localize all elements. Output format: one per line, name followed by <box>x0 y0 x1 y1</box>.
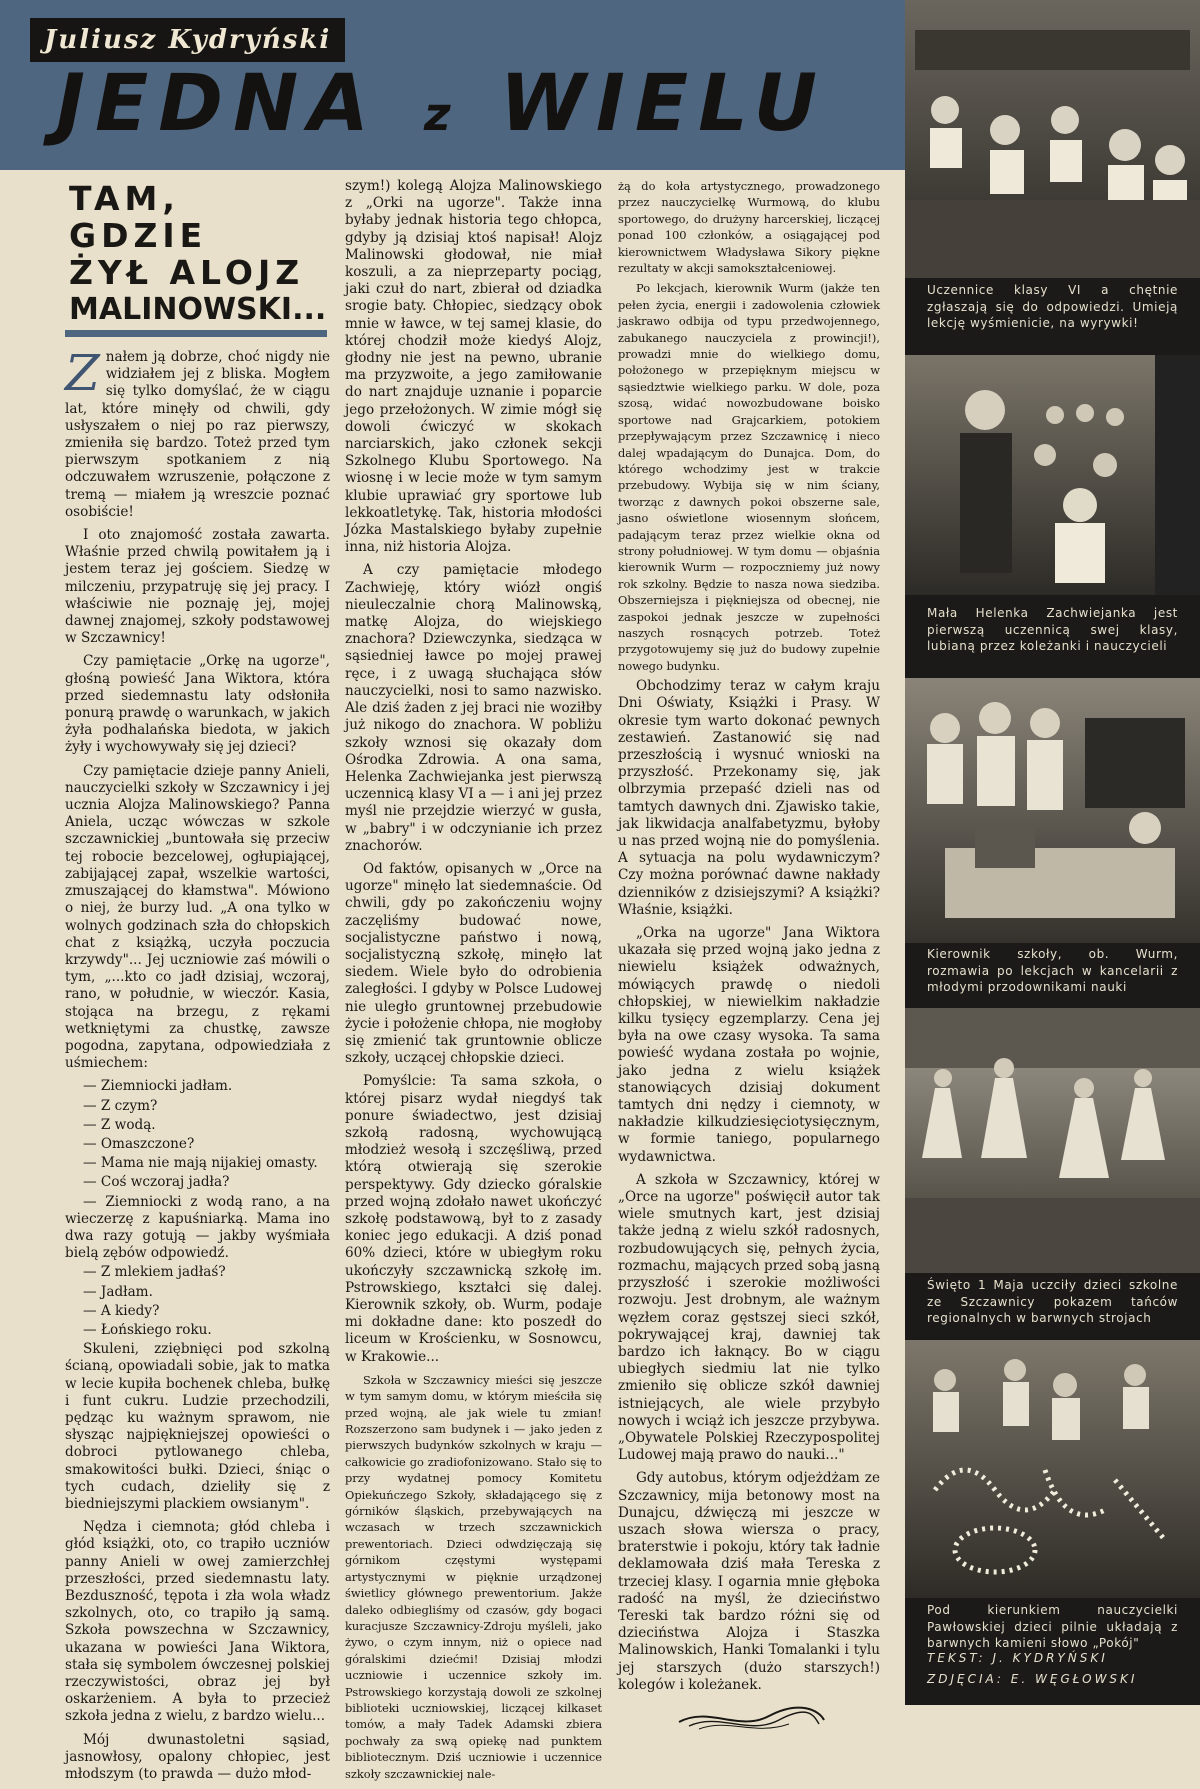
paragraph: A szkoła w Szczawnicy, której w „Orce na ugorze" poświęcił autor tak wiele smutnych kart, jest dzisiaj także jedną z wielu szkół radosnych, rozbudowujących się, pełnych życia, rozmachu, mających przed sobą jasną przyszłość i szerokie możliwości rozwoju. Jest drobnym, ale ważnym węzłem coraz gęstszej sieci szkół, pokrywającej kraj, dawniej tak bardzo ich łaknący. Bo w ciągu ubiegłych siedmiu lat nie tylko zmieniło się oblicze szkół dawniej istniejących, ale wiele przybyło nowych i wciąż ich jeszcze przybywa. „Obywatele Polskiej Rzeczypospolitej Ludowej mają prawo do nauki..." <box>618 1171 880 1464</box>
title-connector: z <box>423 87 455 141</box>
dialogue-line: — Ziemniocki jadłam. <box>83 1078 233 1095</box>
dialogue-line: — Jadłam. <box>83 1283 153 1300</box>
dialogue-line: — Z wodą. <box>83 1116 156 1133</box>
dialogue-line: — Omaszczone? <box>83 1135 195 1152</box>
photo-caption: Kierownik szkoły, ob. Wurm, rozmawia po lekcjach w kancelarii z młodymi przodownikami nauki <box>905 946 1200 1006</box>
stones-photo <box>905 1340 1200 1598</box>
photo-caption: Mała Helenka Zachwiejanka jest pierwszą uczennicą swej klasy, lubianą przez koleżanki i nauczycieli <box>905 605 1200 675</box>
small-print-paragraph: Po lekcjach, kierownik Wurm (jakże ten pełen życia, energii i zadowolenia człowiek jaskrawo odbija od typu przedwojennego, zabukanego nauczyciela z prowincji!), prowadzi mnie do wielkiego domu, położonego w przepięknym miejscu w sąsiedztwie wielkiego parku. W dole, poza szosą, widać nowozbudowane boisko sportowe nad Grajcarkiem, potokiem przepływającym przez Szczawnicę i nieco dalej wpadającym do Dunajca. Dom, do którego wchodzimy jest w trakcie przebudowy. Wybija się w nim ściany, tworząc z dawnych pokoi obszerne sale, jasno oświetlone wiosennym słońcem, padającym teraz przez wielkie okna od strony południowej. W tym domu — objaśnia kierownik Wurm — rozpoczniemy już nowy rok szkolny. Będzie to nasza nowa siedziba. Obszerniejsza i piękniejsza od obecnej, nie zaspokoi jednak jeszcze w zupełności naszych rosnących potrzeb. Toteż przygotowujemy się już do budowy zupełnie nowego budynku. <box>618 281 880 673</box>
photo-caption: Uczennice klasy VI a chętnie zgłaszają się do odpowiedzi. Umieją lekcję wyśmienicie, na wyrywki! <box>905 282 1200 352</box>
paragraph: Nędza i ciemnota; głód chleba i głód książki, oto, co trapiło uczniów panny Anieli w owej zamierzchłej przeszłości, przed siedemnastu laty. Bezduszność, tępota i zła wola władz szkolnych, oto, co trapiło ją samą. Szkoła powszechna w Szczawnicy, ukazana w powieści Jana Wiktora, stała się symbolem ówczesnej polskiej rzeczywistości, obraz jej był oskarżeniem. A była to przecież szkoła jedna z wielu, z bardzo wielu... <box>65 1519 330 1725</box>
photo-caption: Pod kierunkiem nauczycielki Pawłowskiej dzieci pilnie układają z barwnych kamieni słowo „Pokój" <box>905 1602 1200 1646</box>
credits <box>905 1648 1200 1690</box>
dialogue-line: — A kiedy? <box>83 1302 160 1319</box>
dance-photo <box>905 1008 1200 1273</box>
paragraph: Mój dwunastoletni sąsiad, jasnowłosy, opalony chłopiec, jest młodszym (to prawda — dużo młod- <box>65 1731 330 1783</box>
paragraph: „Orka na ugorze" Jana Wiktora ukazała się przed wojną jako jedna z niewielu książek odważnych, mówiących prawdę o niedoli chłopskiej, w niewielkim nakładzie kilku tysięcy egzemplarzy. Cena jej była na owe czasy wysoka. Ta sama powieść wydana została po wojnie, jako jedna z wielu książek stanowiących dzisiaj dokument tamtych dni nędzy i ciemnoty, w nakładzie kilkudziesięciotysięcznym, w formie taniego, popularnego wydawnictwa. <box>618 925 880 1165</box>
subtitle-line: ŻYŁ ALOJZ <box>69 253 305 292</box>
title-part-2: WIELU <box>499 59 827 149</box>
author-name: Juliusz Kydryński <box>30 18 345 62</box>
paragraph: Pomyślcie: Ta sama szkoła, o której pisarz wydał niegdyś tak ponure świadectwo, jest dzisiaj szkołą radosną, wychowującą młodzież wesołą i szczęśliwą, przed którą otwierają się szerokie perspektywy. Gdy dziecko góralskie przed wojną zdołało nawet ukończyć szkołę podstawową, był to z zasady koniec jego edukacji. A dziś ponad 60% dzieci, które w ubiegłym roku ukończyły szczawnicką szkołę im. Pstrowskiego, kształci się dalej. Kierownik szkoły, ob. Wurm, podaje mi dokładne dane: kto poszedł do liceum w Krościenku, w Sosnowcu, w Krakowie... <box>345 1073 602 1365</box>
title-part-1: JEDNA <box>56 59 379 149</box>
text-credit: TEKST: J. KYDRYŃSKI <box>927 1651 1108 1665</box>
title-banner <box>0 0 905 170</box>
paragraph: I oto znajomość została zawarta. Właśnie przed chwilą powitałem ją i jestem teraz jej gościem. Siedzę w milczeniu, przypatruję się jej pracy. I właściwie nie poznaję jej, mojej dawnej znajomej, szkoły podstawowej w Szczawnicy! <box>65 527 330 647</box>
subtitle-line: TAM, GDZIE <box>69 179 208 255</box>
article-title <box>56 58 827 160</box>
paragraph <box>65 344 330 521</box>
students-photo <box>905 355 1200 595</box>
text-column-2 <box>345 178 602 1788</box>
text-column-1 <box>65 180 330 1789</box>
paragraph-text: nałem ją dobrze, choć nigdy nie widziałem jej z bliska. Mogłem się tylko domyślać, że w ciągu lat, które minęły od chwili, gdy usłyszałem o niej po raz pierwszy, zmieniła się bardzo. Toteż przed tym pierwszym spotkaniem z nią odczuwałem wzruszenie, połączone z tremą — miałem ją wreszcie poznać osobiście! <box>65 349 330 520</box>
subtitle-rule <box>65 330 327 337</box>
paragraph: Gdy autobus, którym odjeżdżam ze Szczawnicy, mija betonowy most na Dunajcu, dźwięczą mi jeszcze w uszach słowa wiersza o pracy, braterstwie i pokoju, który tak ładnie deklamowała dziś mała Tereska z trzeciej klasy. I ogarnia mnie głęboka radość na myśl, że dzieciństwo Tereski tak bardzo różni się od dzieciństwa Alojza i Staszka Malinowskich, Hanki Tomalanki i tylu jej starszych (dużo starszych!) kolegów i koleżanek. <box>618 1470 880 1693</box>
photo-column <box>905 0 1200 1705</box>
dialogue-line: — Coś wczoraj jadła? <box>83 1174 230 1191</box>
paragraph: szym!) kolegą Alojza Malinowskiego z „Orki na ugorze". Także inna byłaby jednak historia tego chłopca, gdyby ją dzisiaj ktoś napisał! Alojz Malinowski głodował, nie miał koszuli, a za nieprzeparty pociąg, jaki czuł do nart, zbierał od dziadka srogie baty. Chłopiec, siedzący obok mnie w ławce, w tej samej klasie, do której chodził może kiedyś Alojz, głodny nie jest na pewno, ubranie ma przyzwoite, a jego zamiłowanie do nart znajduje uznanie i poparcie jego przełożonych. W zimie mógł się dowoli ćwiczyć w skokach narciarskich, jako członek sekcji Szkolnego Klubu Sportowego. Na wiosnę i w lecie może w tym samym klubie uprawiać gry sportowe lub lekkoatletykę. Tak, historia młodości Józka Mastalskiego byłaby zupełnie inna, niż historia Alojza. <box>345 178 602 556</box>
drop-cap: Z <box>65 344 100 402</box>
dialogue-line: — Z czym? <box>83 1097 158 1114</box>
small-print-block <box>618 178 880 674</box>
dialogue-line: — Ziemniocki z wodą rano, a na wieczerzę z kapuśniarką. Mama ino dwa razy gotują — jakby wyśmiała bielą zębów odpowiedź. <box>65 1193 330 1262</box>
ornament-flourish <box>618 1702 880 1739</box>
paragraph: Od faktów, opisanych w „Orce na ugorze" minęło lat siedemnaście. Od chwili, gdy po zakończeniu wojny zaczęliśmy budować nowe, socjalistyczne państwo i nową, socjalistyczną szkołę, minęło lat siedem. Wiele było do odrobienia zaległości. I gdyby w Polsce Ludowej nie uległo gruntownej przebudowie życie i położenie chłopa, nie mogłoby się zmienić tak gruntownie oblicze szkoły, uczącej chłopskie dzieci. <box>345 860 602 1067</box>
classroom-photo <box>905 0 1200 278</box>
subtitle-line: MALINOWSKI... <box>69 292 327 327</box>
paragraph: Obchodzimy teraz w całym kraju Dni Oświaty, Książki i Prasy. W okresie tym warto dokonać pewnych zestawień. Zastanowić się nad przeszłością i wysnuć wnioski na przyszłość. Przekonamy się, jak olbrzymia przepaść dzieli nas od tamtych dawnych dni. Zjawisko takie, jak likwidacja analfabetyzmu, byłoby u nas przed wojną nie do pomyślenia. A sytuacja na polu wydawniczym? Czy można porównać dawne nakłady dzienników z dzisiejszymi? A książki? Właśnie, książki. <box>618 678 880 918</box>
dialogue-line: — Z mlekiem jadłaś? <box>83 1264 226 1281</box>
photo-credit: ZDJĘCIA: E. WĘGŁOWSKI <box>927 1672 1138 1686</box>
photo-caption: Święto 1 Maja uczciły dzieci szkolne ze Szczawnicy pokazem tańców regionalnych w barwnych strojach <box>905 1277 1200 1337</box>
subtitle <box>69 180 330 328</box>
paragraph: Skuleni, zziębnięci pod szkolną ścianą, opowiadali sobie, jak to matka w lecie kupiła bochenek chleba, bułkę i funt cukru. Ludzie przechodzili, pędząc ku ważnym sprawom, nie słysząc najpiękniejszej opowieści o dobroci pytlowanego chleba, smakowitości bułki. Dzieci, śniąc o tych cudach, dzieliły się z biedniejszymi plackiem owsianym". <box>65 1341 330 1512</box>
text-column-3 <box>618 178 880 1739</box>
paragraph: A czy pamiętacie młodego Zachwieję, który wiózł ongiś nieuleczalnie chorą Malinowską, matkę Alojza, do wiejskiego znachora? Dziewczynka, siedząca w sąsiedniej ławce po mojej prawej ręce, i z uwagą słuchająca słów nauczycielki, nosi to samo nazwisko. Ale dziś żaden z jej braci nie woziłby już nikogo do znachora. W pobliżu szkoły wznosi się okazały dom Ośrodka Zdrowia. A ona sama, Helenka Zachwiejanka jest pierwszą uczennicą klasy VI a — i ani jej przez myśl nie przejdzie wierzyć w gusła, w „babry" i w odczynianie ich przez znachorów. <box>345 562 602 854</box>
dialogue-line: — Łońskiego roku. <box>83 1321 212 1338</box>
small-print-paragraph: żą do koła artystycznego, prowadzonego przez nauczycielkę Wurmową, do klubu sportowego, do drużyny harcerskiej, liczącej ponad 100 członków, a osiągającej pod kierownictwem Władysława Sikory piękne rezultaty w akcji samokształceniowej. <box>618 179 880 276</box>
office-photo <box>905 678 1200 943</box>
dialogue-line: — Mama nie mają nijakiej omasty. <box>83 1155 318 1172</box>
paragraph: Czy pamiętacie dzieje panny Anieli, nauczycielki szkoły w Szczawnicy i jej ucznia Alojza Malinowskiego? Panna Aniela, ucząc wówczas w szkole szczawnickiej „buntowała się przeciw tej robocie bezcelowej, ogłupiającej, zabijającej zapał, wszelkie wartości, zmuszającej do kłamstwa". Mówiono o niej, że burzy lud. „A ona tylko w wolnych godzinach szła do chłopskich chat z książką, uczyła poczucia krzywdy"... Jej uczniowie zaś mówili o tym, „...kto co jadł dzisiaj, wczoraj, rano, w południe, w wieczór. Kasia, stojąca na brzegu, z rękami wetkniętymi za chustkę, zawsze pogodna, zapytana, odpowiedziała z uśmiechem: <box>65 762 330 1072</box>
small-print-paragraph: Szkoła w Szczawnicy mieści się jeszcze w tym samym domu, w którym mieściła się przed wojną, ale jak wiele tu zmian! Rozszerzono sam budynek i — jako jeden z pierwszych budynków szkolnych w kraju — całkowicie go zradiofonizowano. Stało się to przy wydatnej pomocy Komitetu Opiekuńczego Szkoły, składającego się z górników śląskich, przebywających na wczasach w trzech szczawnickich prewentoriach. Dzieci odwdzięczają się górnikom częstymi występami artystycznymi w pięknie urządzonej świetlicy głównego prewentorium. Jakże daleko odbiegliśmy od czasów, gdy bogaci kuracjusze Szczawnicy-Zdroju myśleli, jako żywo, o czym innym, niż o opiece nad góralskimi dziećmi! Dzisiaj młodzi uczniowie i uczennice szkoły im. Pstrowskiego korzystają dowoli ze szkolnej biblioteki uczniowskiej, liczącej kilkaset tomów, a mały Tadek Adamski zbiera pochwały za swą opiekę nad punktem bibliotecznym. Dziś uczniowie i uczennice szkoły szczawnickiej nale- <box>345 1372 602 1781</box>
paragraph: Czy pamiętacie „Orkę na ugorze", głośną powieść Jana Wiktora, która przed siedemnastu laty odsłoniła ponurą prawdę o warunkach, w jakich żyła podhalańska biedota, w jakich żyły i wychowywały się jej dzieci? <box>65 653 330 756</box>
